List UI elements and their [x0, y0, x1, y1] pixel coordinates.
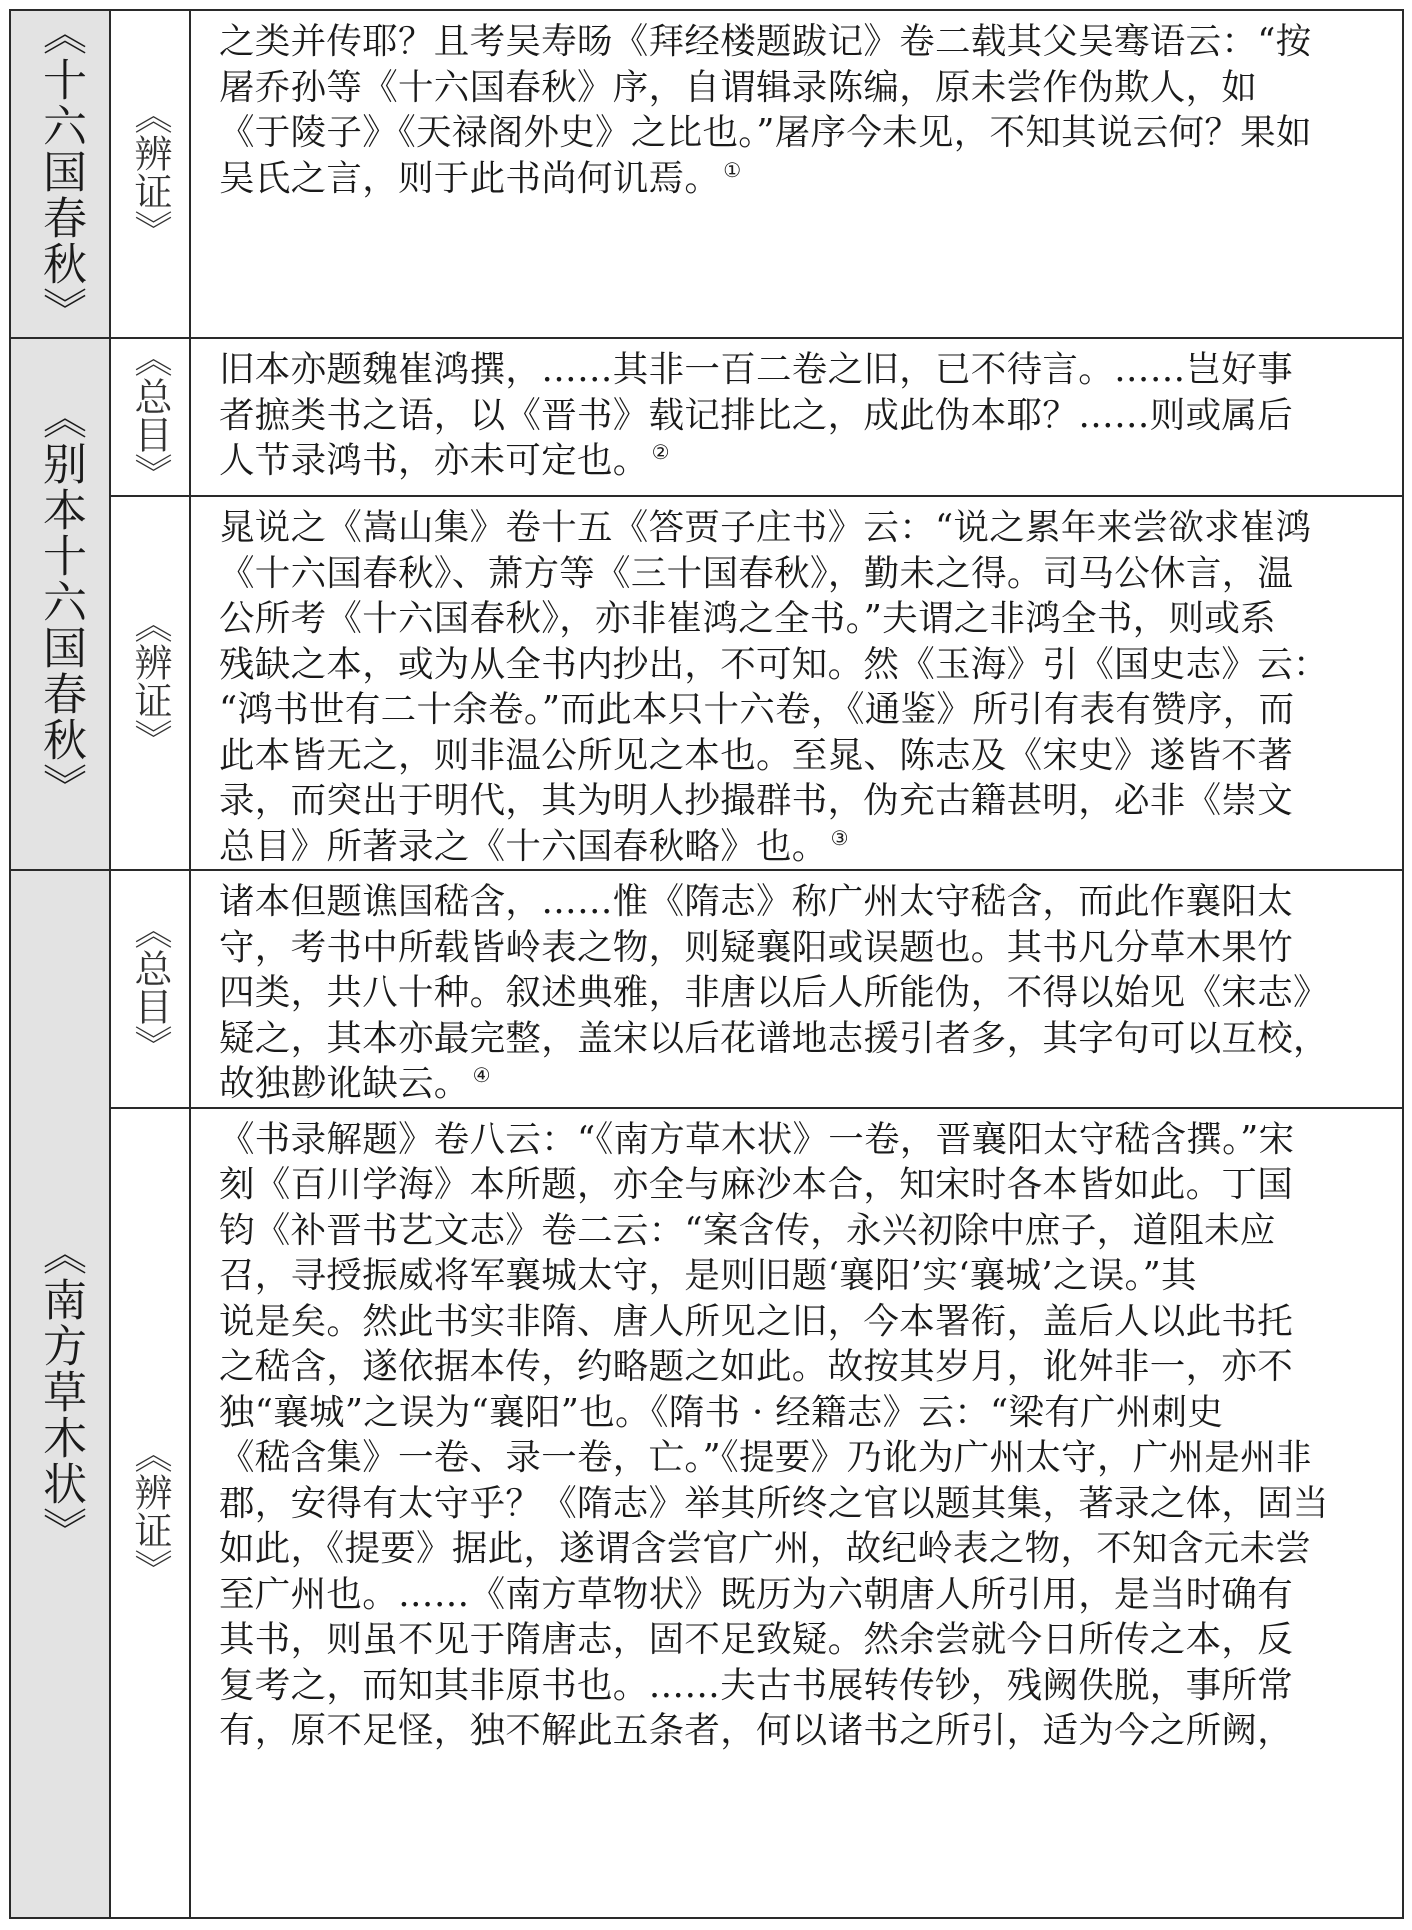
commentary-type-cell	[110, 496, 190, 870]
commentary-text-cell	[190, 1108, 1403, 1919]
commentary-body: 之类并传耶？且考吴寿旸《拜经楼题跋记》卷二载其父吴骞语云：“按 屠乔孙等《十六国春秋》序，自谓辑录陈编，原未尝作伪欺人，如 《于陵子》《天禄阁外史》之比也。”屠序今未见，不知其说云何？果如 吴氏之言，则于此书尚何讥焉。	[219, 21, 1312, 199]
commentary-text: 《书录解题》卷八云：“《南方草木状》一卷，晋襄阳太守嵇含撰。”宋 刻《百川学海》本所题，亦全与麻沙本合，知宋时各本皆如此。丁国 钧《补晋书艺文志》卷二云：“案含传，永兴初除中庶子，道阻未应 召，寻授振威将军襄城太守，是则旧题‘襄阳’实‘襄城’之误。”其 说是矣。然此书实非隋、唐人所见之旧，今本署衔，盖后人以此书托 之嵇含，遂依据本传，约略题之如此。故按其岁月，讹舛非一，亦不 独“襄城”之误为“襄阳”也。《隋书 · 经籍志》云：“梁有广州刺史 《嵇含集》一卷、录一卷，亡。”《提要》乃讹为广州太守，广州是州非 郡，安得有太守乎？《隋志》举其所终之官以题其集，著录之体，固当 如此，《提要》据此，遂谓含尝官广州，故纪岭表之物，不知含元未尝 至广州也。……《南方草物状》既历为六朝唐人所引用，是当时确有 其书，则虽不见于隋唐志，固不足致疑。然余尝就今日所传之本，反 复考之，而知其非原书也。……夫古书展转传钞，残阙佚脱，事所常 有，原不足怪，独不解此五条者，何以诸书之所引，适为今之所阙，	[219, 1118, 1329, 1751]
book-title: 《南方草木状》	[35, 1231, 86, 1553]
commentary-text-cell	[190, 338, 1403, 496]
table-row	[10, 1108, 1403, 1919]
commentary-body: 晁说之《嵩山集》卷十五《答贾子庄书》云：“说之累年来尝欲求崔鸿 《十六国春秋》、萧方等《三十国春秋》，勤未之得。司马公休言，温 公所考《十六国春秋》，亦非崔鸿之全书。”夫谓之非鸿全书，则或系 残缺之本，或为从全书内抄出，不可知。然《玉海》引《国史志》云： “鸿书世有二十余卷。”而此本只十六卷，《通鉴》所引有表有赞序，而 此本皆无之，则非温公所见之本也。至晁、陈志及《宋史》遂皆不著 录，而突出于明代，其为明人抄撮群书，伪充古籍甚明，必非《崇文 总目》所著录之《十六国春秋略》也。	[219, 507, 1329, 867]
commentary-type-cell	[110, 338, 190, 496]
book-title-cell	[10, 10, 110, 338]
commentary-text-cell	[190, 10, 1403, 338]
footnote-marker: ①	[723, 157, 742, 182]
footnote-marker: ②	[651, 440, 670, 465]
table-row	[10, 10, 1403, 338]
table-row	[10, 338, 1403, 496]
footnote-marker: ③	[830, 825, 849, 850]
commentary-text	[191, 339, 1402, 484]
commentary-text-cell	[190, 496, 1403, 870]
commentary-body: 诸本但题谯国嵇含，……惟《隋志》称广州太守嵇含，而此作襄阳太 守，考书中所载皆岭表之物，则疑襄阳或误题也。其书凡分草木果竹 四类，共八十种。叙述典雅，非唐以后人所能伪，不得以始见《宋志》 疑之，其本亦最完整，盖宋以后花谱地志援引者多，其字句可以互校， 故独尠讹缺云。	[219, 881, 1329, 1104]
commentary-text	[191, 871, 1402, 1107]
book-title: 《别本十六国春秋》	[35, 395, 86, 809]
comparison-table	[9, 9, 1404, 1919]
commentary-type: 《辨证》	[128, 96, 172, 248]
footnote-marker: ④	[472, 1063, 491, 1088]
commentary-type: 《总目》	[128, 910, 172, 1063]
commentary-type-cell	[110, 870, 190, 1108]
commentary-text	[191, 11, 1402, 201]
book-title-cell	[10, 870, 110, 1918]
commentary-text	[191, 497, 1402, 869]
commentary-type: 《总目》	[128, 339, 172, 491]
commentary-type-cell	[110, 10, 190, 338]
table-row	[10, 496, 1403, 870]
commentary-text-cell	[190, 870, 1403, 1108]
commentary-type: 《辨证》	[128, 605, 172, 757]
commentary-type: 《辨证》	[128, 1434, 172, 1587]
book-title-cell	[10, 338, 110, 870]
book-title: 《十六国春秋》	[35, 11, 86, 333]
commentary-body: 旧本亦题魏崔鸿撰，……其非一百二卷之旧，已不待言。……岂好事 者摭类书之语，以《晋书》载记排比之，成此伪本耶？……则或属后 人节录鸿书，亦未可定也。	[219, 349, 1294, 481]
table-row	[10, 870, 1403, 1108]
commentary-type-cell	[110, 1108, 190, 1919]
